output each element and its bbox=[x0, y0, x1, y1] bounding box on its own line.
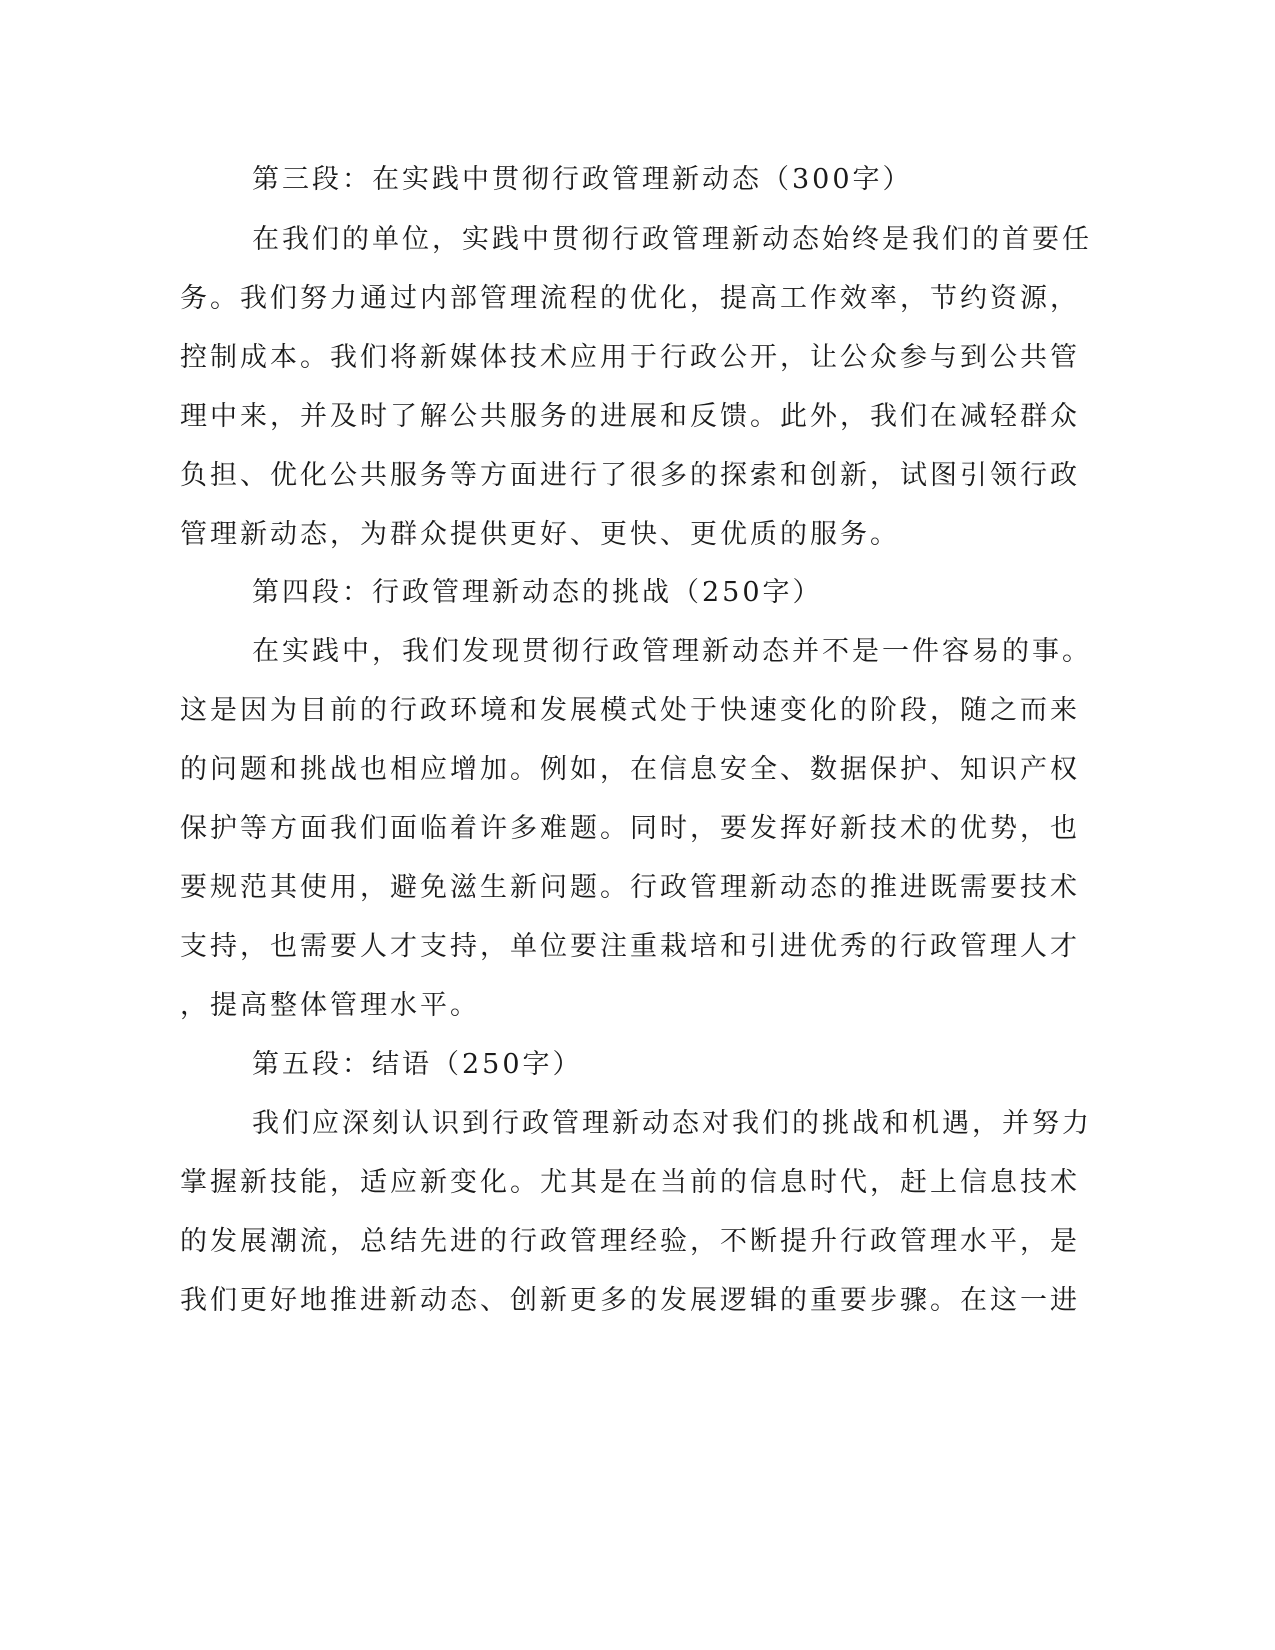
paragraph-line: 负担、优化公共服务等方面进行了很多的探索和创新，试图引领行政 bbox=[180, 460, 1080, 491]
paragraph-line: 务。我们努力通过内部管理流程的优化，提高工作效率，节约资源， bbox=[180, 283, 1080, 314]
paragraph-line: 这是因为目前的行政环境和发展模式处于快速变化的阶段，随之而来 bbox=[180, 695, 1080, 726]
paragraph-line: 我们应深刻认识到行政管理新动态对我们的挑战和机遇，并努力 bbox=[252, 1108, 1092, 1139]
paragraph-line: 在实践中，我们发现贯彻行政管理新动态并不是一件容易的事。 bbox=[252, 636, 1092, 667]
paragraph-line: 保护等方面我们面临着许多难题。同时，要发挥好新技术的优势，也 bbox=[180, 813, 1080, 844]
paragraph-line: 的问题和挑战也相应增加。例如，在信息安全、数据保护、知识产权 bbox=[180, 754, 1080, 785]
paragraph-line: 控制成本。我们将新媒体技术应用于行政公开，让公众参与到公共管 bbox=[180, 342, 1080, 373]
paragraph-line: 管理新动态，为群众提供更好、更快、更优质的服务。 bbox=[180, 519, 900, 550]
paragraph-line: ，提高整体管理水平。 bbox=[180, 990, 480, 1021]
paragraph-line: 在我们的单位，实践中贯彻行政管理新动态始终是我们的首要任 bbox=[252, 224, 1092, 255]
paragraph-line: 要规范其使用，避免滋生新问题。行政管理新动态的推进既需要技术 bbox=[180, 872, 1080, 903]
section-heading-5: 第五段：结语（250字） bbox=[252, 1049, 583, 1080]
paragraph-line: 的发展潮流，总结先进的行政管理经验，不断提升行政管理水平，是 bbox=[180, 1226, 1080, 1257]
paragraph-line: 掌握新技能，适应新变化。尤其是在当前的信息时代，赶上信息技术 bbox=[180, 1167, 1080, 1198]
paragraph-line: 我们更好地推进新动态、创新更多的发展逻辑的重要步骤。在这一进 bbox=[180, 1285, 1080, 1316]
section-heading-4: 第四段：行政管理新动态的挑战（250字） bbox=[252, 577, 823, 608]
paragraph-line: 支持，也需要人才支持，单位要注重栽培和引进优秀的行政管理人才 bbox=[180, 931, 1080, 962]
paragraph-line: 理中来，并及时了解公共服务的进展和反馈。此外，我们在减轻群众 bbox=[180, 401, 1080, 432]
section-heading-3: 第三段：在实践中贯彻行政管理新动态（300字） bbox=[252, 164, 913, 195]
